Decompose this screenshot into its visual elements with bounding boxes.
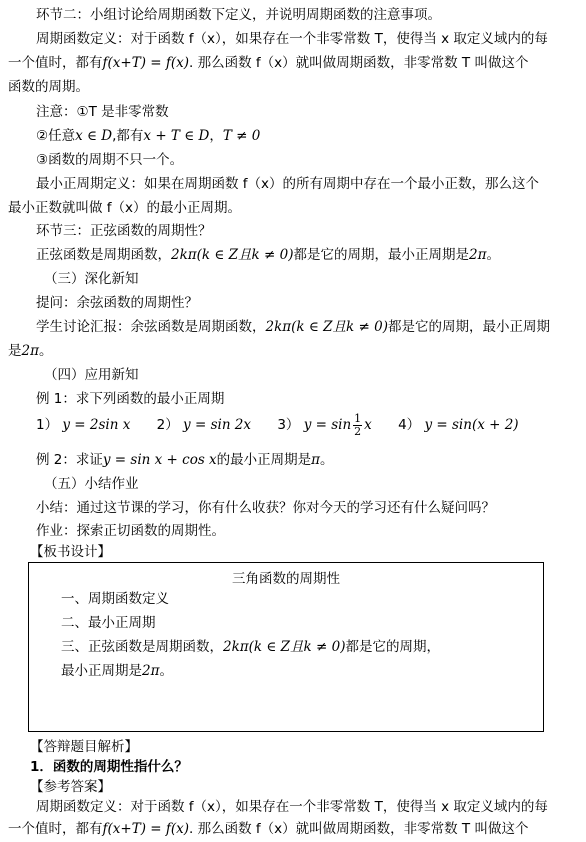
- numerator: 1: [354, 411, 362, 425]
- note-1: 注意：①T 是非零常数: [36, 104, 169, 120]
- text: 都是它的周期，最小正周期: [387, 319, 550, 335]
- question-line: 提问：余弦函数的周期性？: [36, 295, 198, 311]
- function: y = sin: [303, 417, 352, 433]
- period-definition-line1: 周期函数定义：对于函数 f（x），如果存在一个非零常数 T，使得当 x 取定义域内的每: [36, 31, 548, 47]
- text: ②任意: [36, 128, 76, 144]
- answer-line1: 周期函数定义：对于函数 f（x），如果存在一个非零常数 T，使得当 x 取定义域内的每: [36, 799, 548, 815]
- text: 。: [159, 663, 173, 679]
- note-2: [36, 127, 260, 145]
- text: 。: [38, 343, 53, 359]
- section-five-heading: （五）小结作业: [44, 476, 139, 492]
- text: 都是它的周期，最小正周期是: [293, 247, 469, 263]
- reference-answer-heading: 【参考答案】: [30, 779, 111, 795]
- question-1: 1．函数的周期性指什么？: [30, 759, 188, 775]
- summary-line: 小结：通过这节课的学习，你有什么收获？你对今天的学习还有什么疑问吗？: [36, 500, 495, 516]
- cosine-report-line1: [36, 318, 550, 336]
- segment-two-line: 环节二：小组讨论给周期函数下定义，并说明周期函数的注意事项。: [36, 7, 441, 23]
- text: . 那么函数 f（x）就叫做周期函数，非零常数 T 叫做这个: [189, 821, 529, 837]
- equation: f(x+T) = f(x): [102, 821, 189, 837]
- text: 。: [486, 247, 500, 263]
- sine-period-line: [36, 246, 500, 264]
- math: 2kπ(k ∈ Z且k ≠ 0): [171, 247, 294, 263]
- text: 一个值时，都有: [8, 821, 103, 837]
- example-one-line: 例 1：求下列函数的最小正周期: [36, 391, 225, 407]
- homework-line: 作业：探索正切函数的周期性。: [36, 523, 225, 539]
- example-two-line: [36, 451, 334, 469]
- board-design-box: [28, 562, 544, 732]
- math: x ∈ D: [75, 128, 113, 144]
- section-three-heading: （三）深化新知: [44, 271, 139, 287]
- item-number: 3）: [277, 417, 300, 433]
- text: 是: [8, 343, 22, 359]
- text: 三、正弦函数是周期函数，: [61, 639, 223, 655]
- item-number: 1）: [36, 417, 59, 433]
- period-definition-line2: [8, 54, 528, 72]
- text: 正弦函数是周期函数，: [36, 247, 171, 263]
- item-number: 4）: [398, 417, 421, 433]
- text: 一个值时，都有: [8, 55, 103, 71]
- math: x + T ∈ D: [143, 128, 210, 144]
- board-line-4: [61, 659, 173, 679]
- math: 2π: [142, 663, 160, 679]
- period-definition-line3: 函数的周期。: [8, 79, 89, 95]
- segment-three-line: 环节三：正弦函数的周期性？: [36, 223, 212, 239]
- example-one-items: [36, 412, 519, 438]
- section-four-heading: （四）应用新知: [44, 367, 139, 383]
- defense-analysis-heading: 【答辩题目解析】: [30, 739, 138, 755]
- math: y = sin x + cos x: [102, 452, 217, 468]
- function: y = 2sin x: [62, 417, 131, 433]
- min-period-definition-line1: 最小正周期定义：如果在周期函数 f（x）的所有周期中存在一个最小正数，那么这个: [36, 176, 540, 192]
- math: 2kπ(k ∈ Z且k ≠ 0): [223, 639, 346, 655]
- board-line-2: 二、最小正周期: [61, 615, 156, 631]
- function: x: [364, 417, 372, 433]
- note-3: ③函数的周期不只一个。: [36, 152, 184, 168]
- function: y = sin 2x: [183, 417, 252, 433]
- text: 的最小正周期是: [216, 452, 312, 468]
- function: y = sin(x + 2): [424, 417, 519, 433]
- math: 2π: [468, 247, 487, 263]
- math: π: [311, 452, 321, 468]
- board-design-heading: 【板书设计】: [30, 544, 111, 560]
- board-line-3: [61, 635, 440, 655]
- answer-line2: [8, 820, 528, 838]
- text: 。: [320, 452, 334, 468]
- equation: f(x+T) = f(x): [102, 55, 189, 71]
- text: 例 2：求证: [36, 452, 103, 468]
- text: . 那么函数 f（x）就叫做周期函数，非零常数 T 叫做这个: [189, 55, 529, 71]
- text: 最小正周期是: [61, 663, 142, 679]
- item-number: 2）: [156, 417, 179, 433]
- board-title: 三角函数的周期性: [232, 571, 340, 587]
- text: 学生讨论汇报：余弦函数是周期函数，: [36, 319, 266, 335]
- math: 2π: [21, 343, 39, 359]
- board-line-1: 一、周期函数定义: [61, 591, 169, 607]
- denominator: 2: [354, 424, 362, 438]
- math: 2kπ(k ∈ Z且k ≠ 0): [265, 319, 388, 335]
- min-period-definition-line2: 最小正数就叫做 f（x）的最小正周期。: [8, 200, 242, 216]
- math: T ≠ 0: [222, 128, 261, 144]
- text: ，: [209, 128, 223, 144]
- cosine-report-line2: [8, 342, 52, 360]
- text: ,都有: [112, 128, 144, 144]
- fraction-half: [353, 413, 362, 438]
- text: 都是它的周期，: [345, 639, 440, 655]
